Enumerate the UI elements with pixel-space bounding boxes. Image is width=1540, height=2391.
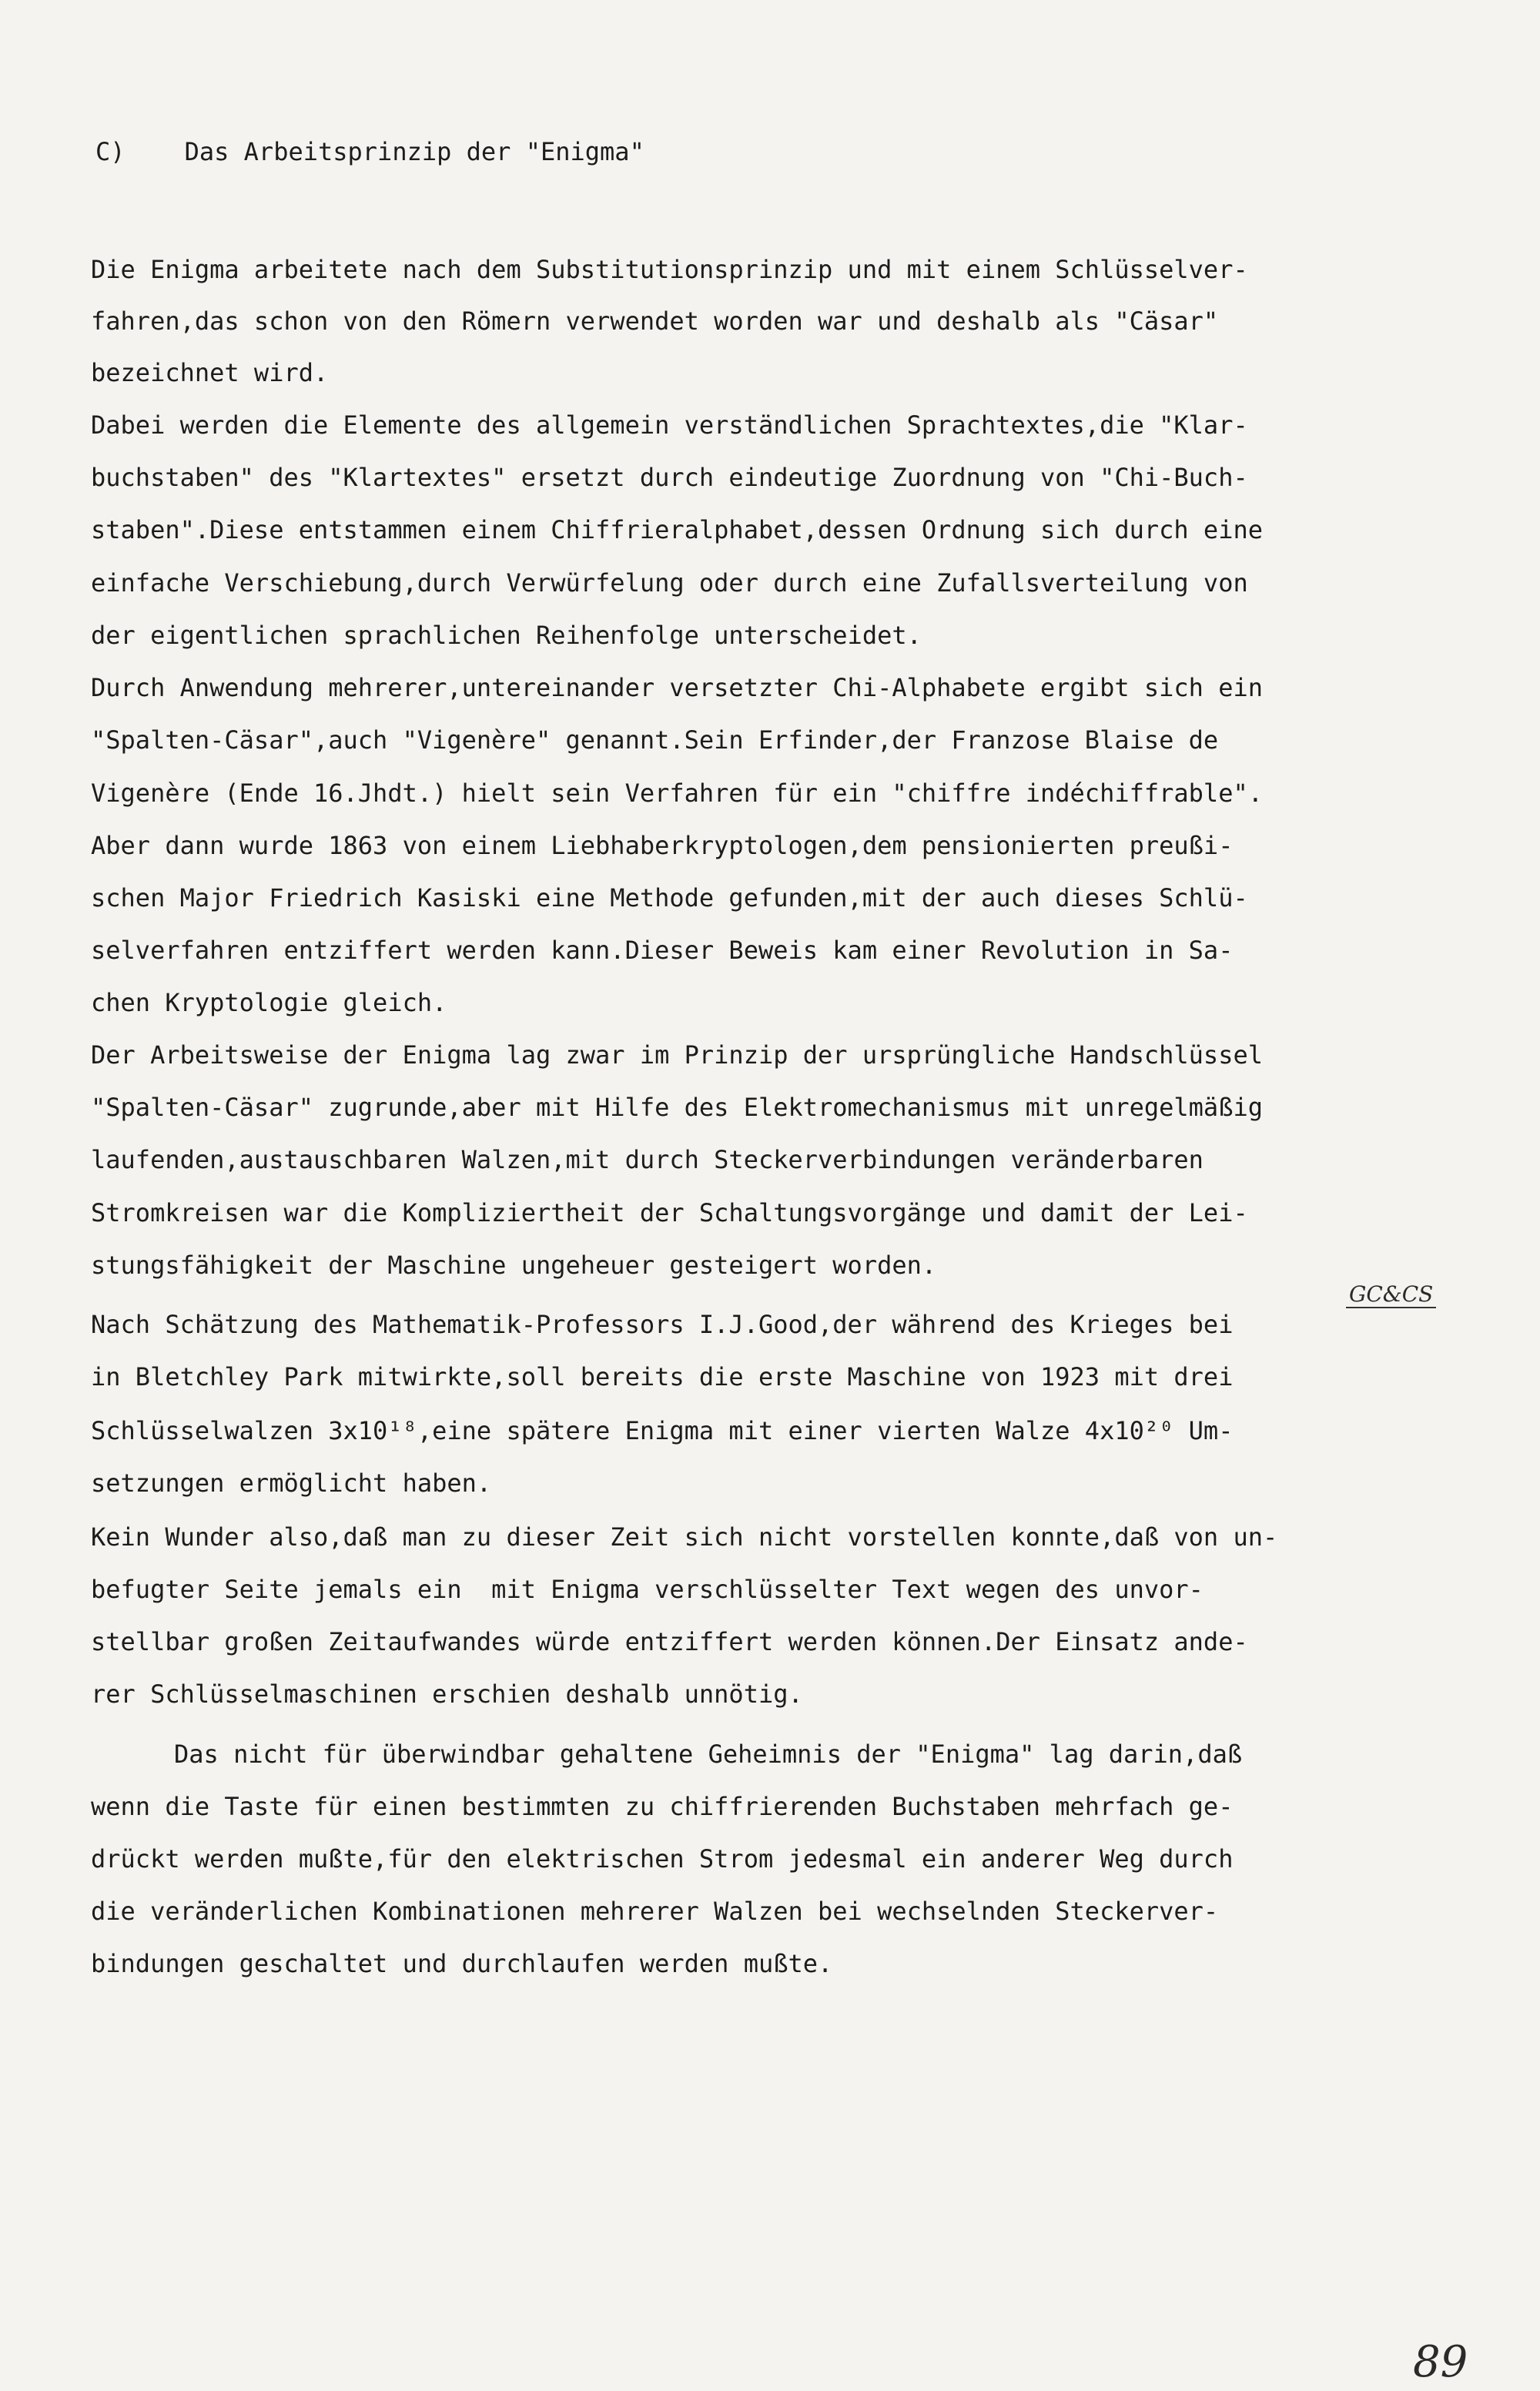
text-line-17: "Spalten-Cäsar" zugrunde,aber mit Hilfe des Elektromechanismus mit unregelmäßig (91, 1093, 1263, 1122)
text-line-25: Kein Wunder also,daß man zu dieser Zeit sich nicht vorstellen konnte,daß von un- (91, 1522, 1278, 1552)
margin-note-text: GC&CS (1346, 1281, 1436, 1308)
text-line-2: fahren,das schon von den Römern verwendet worden war und deshalb als "Cäsar" (91, 306, 1219, 336)
text-line-23: Schlüsselwalzen 3x10¹⁸,eine spätere Enigma mit einer vierten Walze 4x10²⁰ Um- (91, 1416, 1234, 1445)
text-line-14: selverfahren entziffert werden kann.Dieser Beweis kam einer Revolution in Sa- (91, 936, 1234, 965)
text-line-9: Durch Anwendung mehrerer,untereinander versetzter Chi-Alphabete ergibt sich ein (91, 673, 1263, 702)
text-line-24: setzungen ermöglicht haben. (91, 1468, 492, 1498)
text-line-3: bezeichnet wird. (91, 358, 329, 387)
text-line-33: bindungen geschaltet und durchlaufen werden mußte. (91, 1949, 833, 1978)
text-line-5: buchstaben" des "Klartextes" ersetzt durch eindeutige Zuordnung von "Chi-Buch- (91, 463, 1248, 492)
text-line-22: in Bletchley Park mitwirkte,soll bereits die erste Maschine von 1923 mit drei (91, 1362, 1234, 1391)
text-line-29: Das nicht für überwindbar gehaltene Geheimnis der "Enigma" lag darin,daß (174, 1740, 1243, 1769)
text-line-15: chen Kryptologie gleich. (91, 988, 447, 1017)
text-line-1: Die Enigma arbeitete nach dem Substitutionsprinzip und mit einem Schlüsselver- (91, 255, 1248, 284)
text-line-26: befugter Seite jemals ein mit Enigma verschlüsselter Text wegen des unvor- (91, 1575, 1204, 1604)
text-line-27: stellbar großen Zeitaufwandes würde entziffert werden können.Der Einsatz ande- (91, 1627, 1248, 1656)
text-line-32: die veränderlichen Kombinationen mehrerer Walzen bei wechselnden Steckerver- (91, 1897, 1219, 1926)
text-line-20: stungsfähigkeit der Maschine ungeheuer gesteigert worden. (91, 1251, 937, 1280)
text-line-28: rer Schlüsselmaschinen erschien deshalb unnötig. (91, 1679, 803, 1709)
text-line-19: Stromkreisen war die Kompliziertheit der Schaltungsvorgänge und damit der Lei- (91, 1198, 1248, 1227)
text-line-13: schen Major Friedrich Kasiski eine Methode gefunden,mit der auch dieses Schlü- (91, 883, 1248, 913)
page-number: 89 (1413, 2337, 1468, 2387)
text-line-7: einfache Verschiebung,durch Verwürfelung oder durch eine Zufallsverteilung von (91, 568, 1248, 598)
text-line-6: staben".Diese entstammen einem Chiffrieralphabet,dessen Ordnung sich durch eine (91, 515, 1263, 544)
text-line-16: Der Arbeitsweise der Enigma lag zwar im Prinzip der ursprüngliche Handschlüssel (91, 1040, 1263, 1070)
text-line-21: Nach Schätzung des Mathematik-Professors I.J.Good,der während des Krieges bei (91, 1310, 1234, 1339)
text-line-18: laufenden,austauschbaren Walzen,mit durch Steckerverbindungen veränderbaren (91, 1145, 1204, 1174)
text-line-4: Dabei werden die Elemente des allgemein verständlichen Sprachtextes,die "Klar- (91, 410, 1248, 440)
handwritten-margin-note (1346, 1281, 1436, 1307)
section-heading: C) Das Arbeitsprinzip der "Enigma" (95, 137, 644, 166)
text-line-10: "Spalten-Cäsar",auch "Vigenère" genannt.Sein Erfinder,der Franzose Blaise de (91, 725, 1219, 755)
text-line-11: Vigenère (Ende 16.Jhdt.) hielt sein Verfahren für ein "chiffre indéchiffrable". (91, 779, 1263, 808)
text-line-30: wenn die Taste für einen bestimmten zu chiffrierenden Buchstaben mehrfach ge- (91, 1792, 1234, 1821)
text-line-8: der eigentlichen sprachlichen Reihenfolge unterscheidet. (91, 621, 922, 650)
text-line-31: drückt werden mußte,für den elektrischen Strom jedesmal ein anderer Weg durch (91, 1844, 1234, 1874)
text-line-12: Aber dann wurde 1863 von einem Liebhaberkryptologen,dem pensionierten preußi- (91, 831, 1234, 860)
